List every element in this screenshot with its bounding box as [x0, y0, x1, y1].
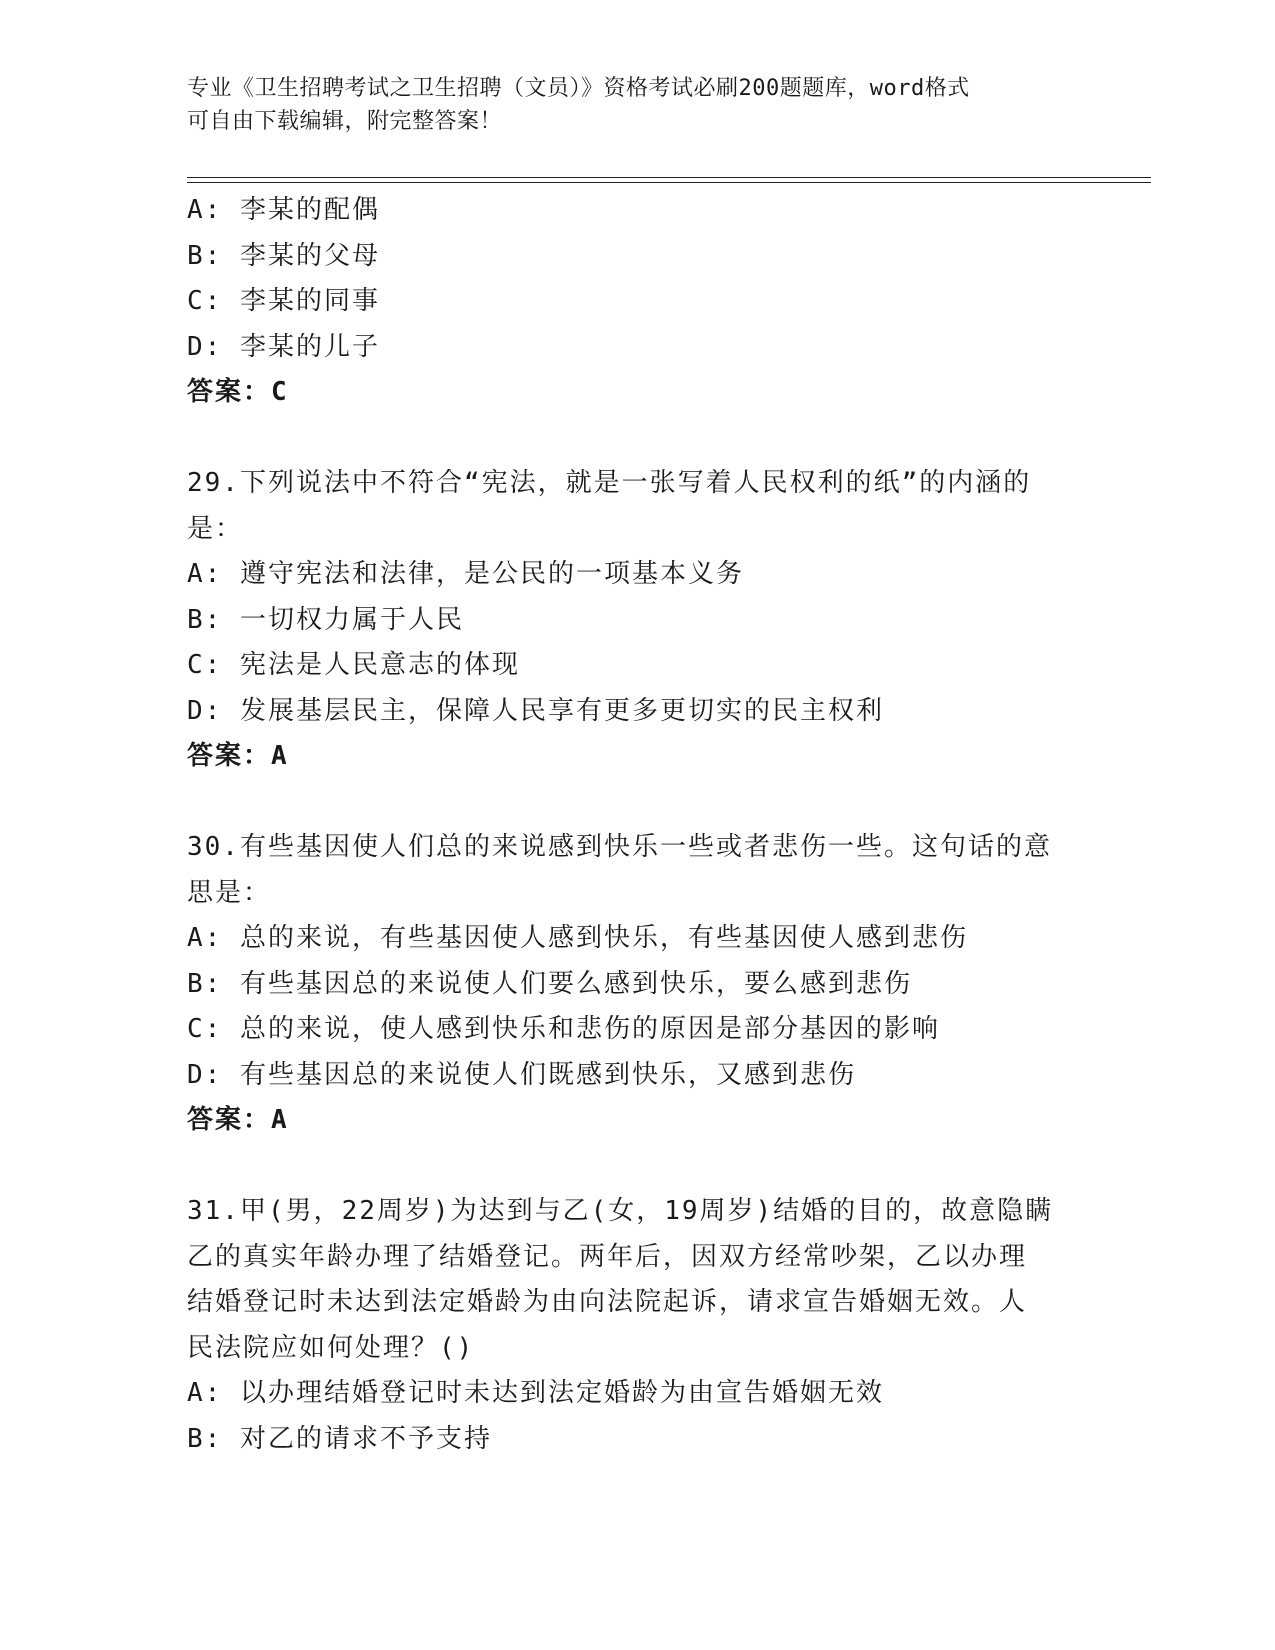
option-c: C: 总的来说，使人感到快乐和悲伤的原因是部分基因的影响 [187, 1014, 940, 1044]
question-stem-line: 民法院应如何处理？() [187, 1332, 475, 1363]
option-c: C: 李某的同事 [187, 286, 380, 316]
option-a: A: 遵守宪法和法律，是公民的一项基本义务 [187, 559, 744, 589]
answer: 答案：A [187, 1105, 289, 1135]
question-stem-line: 31.甲(男，22周岁)为达到与乙(女，19周岁)结婚的目的，故意隐瞒 [187, 1196, 1054, 1226]
option-a: A: 李某的配偶 [187, 195, 380, 225]
question-stem-line: 结婚登记时未达到法定婚龄为由向法院起诉，请求宣告婚姻无效。人 [187, 1287, 1028, 1317]
option-a: A: 总的来说，有些基因使人感到快乐，有些基因使人感到悲伤 [187, 923, 968, 953]
question-29 [187, 461, 1077, 780]
option-b: B: 李某的父母 [187, 240, 380, 271]
question-stem-line: 30.有些基因使人们总的来说感到快乐一些或者悲伤一些。这句话的意 [187, 832, 1052, 862]
answer: 答案：C [187, 377, 289, 407]
question-31 [187, 1189, 1077, 1462]
option-b: B: 有些基因总的来说使人们要么感到快乐，要么感到悲伤 [187, 968, 912, 999]
question-stem-line: 29.下列说法中不符合“宪法，就是一张写着人民权利的纸”的内涵的 [187, 468, 1032, 498]
question-28 [187, 188, 1077, 416]
option-b: B: 对乙的请求不予支持 [187, 1423, 492, 1454]
question-30 [187, 825, 1077, 1144]
option-b: B: 一切权力属于人民 [187, 604, 464, 635]
answer: 答案：A [187, 741, 289, 771]
header-title-line1: 专业《卫生招聘考试之卫生招聘（文员）》资格考试必刷200题题库，word格式 [187, 76, 970, 101]
option-d: D: 发展基层民主，保障人民享有更多更切实的民主权利 [187, 695, 884, 726]
option-a: A: 以办理结婚登记时未达到法定婚龄为由宣告婚姻无效 [187, 1378, 884, 1408]
question-stem-line: 是： [187, 513, 244, 544]
header-title-line2: 可自由下载编辑，附完整答案！ [187, 109, 503, 134]
page-header [187, 72, 1067, 138]
question-stem-line: 思是： [187, 877, 272, 908]
option-d: D: 李某的儿子 [187, 331, 380, 362]
question-content [187, 188, 1077, 1462]
question-stem-line: 乙的真实年龄办理了结婚登记。两年后，因双方经常吵架，乙以办理 [187, 1241, 1028, 1272]
option-d: D: 有些基因总的来说使人们既感到快乐，又感到悲伤 [187, 1059, 856, 1090]
header-divider-bottom [187, 182, 1151, 183]
option-c: C: 宪法是人民意志的体现 [187, 650, 520, 680]
header-divider-top [187, 177, 1151, 178]
